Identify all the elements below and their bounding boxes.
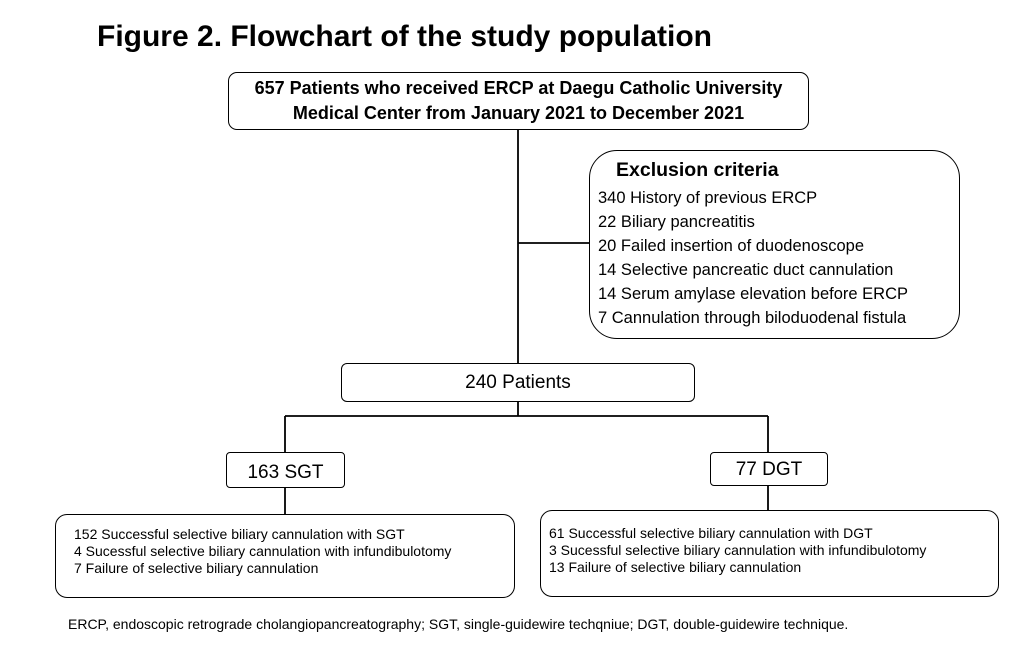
dgt-outcome-item: 3 Sucessful selective biliary cannulation with infundibulotomy xyxy=(549,542,927,558)
exclusion-item: 14 Serum amylase elevation before ERCP xyxy=(598,285,908,303)
sgt-outcome-item: 152 Successful selective biliary cannulation with SGT xyxy=(74,526,405,542)
sgt-outcomes-box xyxy=(55,514,515,598)
sgt-group-box: 163 SGT xyxy=(226,452,345,488)
dgt-outcome-item: 61 Successful selective biliary cannulation with DGT xyxy=(549,525,873,541)
exclusion-item: 14 Selective pancreatic duct cannulation xyxy=(598,261,894,279)
study-population-box xyxy=(228,72,809,130)
abbreviations-footnote: ERCP, endoscopic retrograde cholangiopancreatography; SGT, single-guidewire techqniue; DGT, double-guidewire technique. xyxy=(68,616,849,632)
exclusion-item: 20 Failed insertion of duodenoscope xyxy=(598,237,865,255)
sgt-outcome-item: 4 Sucessful selective biliary cannulation with infundibulotomy xyxy=(74,543,452,559)
exclusion-criteria-title: Exclusion criteria xyxy=(616,159,779,181)
exclusion-criteria-box xyxy=(589,150,960,339)
dgt-outcomes-box xyxy=(540,510,999,597)
included-patients-box: 240 Patients xyxy=(341,363,695,402)
study-population-line-2: Medical Center from January 2021 to December 2021 xyxy=(292,103,745,123)
dgt-outcome-item: 13 Failure of selective biliary cannulation xyxy=(549,559,802,575)
exclusion-item: 22 Biliary pancreatitis xyxy=(598,213,755,231)
sgt-outcome-item: 7 Failure of selective biliary cannulation xyxy=(74,560,319,576)
exclusion-item: 7 Cannulation through biloduodenal fistula xyxy=(598,309,907,327)
dgt-group-box: 77 DGT xyxy=(710,452,828,486)
exclusion-item: 340 History of previous ERCP xyxy=(598,189,818,207)
figure-title: Figure 2. Flowchart of the study population xyxy=(97,20,712,53)
study-population-line-1: 657 Patients who received ERCP at Daegu Catholic University xyxy=(254,78,783,98)
